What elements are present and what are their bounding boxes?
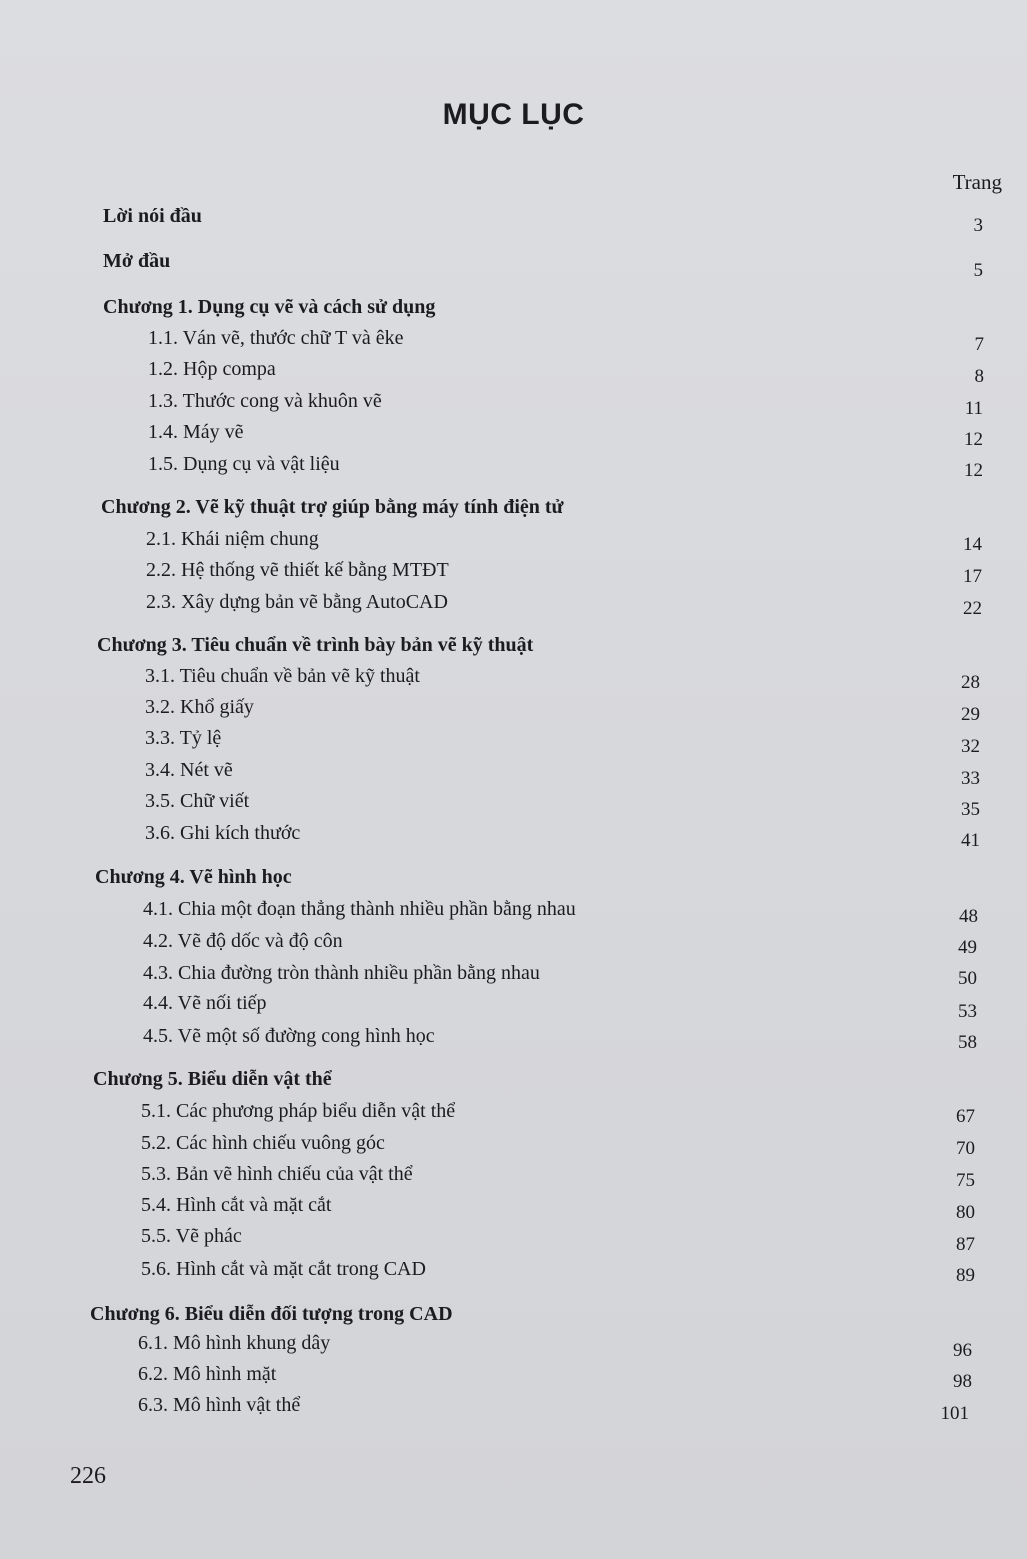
toc-entry-label: 4.5. Vẽ một số đường cong hình học bbox=[143, 1025, 435, 1047]
toc-entry-label: 1.2. Hộp compa bbox=[148, 358, 276, 380]
page-number: 226 bbox=[70, 1463, 106, 1489]
toc-entry-label: 3.6. Ghi kích thước bbox=[145, 822, 301, 844]
toc-entry bbox=[0, 930, 1027, 960]
toc-chapter bbox=[0, 1068, 1027, 1098]
toc-entry-page: 70 bbox=[956, 1138, 975, 1159]
toc-entry-page: 101 bbox=[940, 1403, 969, 1424]
toc-entry-label: 3.1. Tiêu chuẩn về bản vẽ kỹ thuật bbox=[145, 665, 420, 687]
toc-entry-label: 3.2. Khổ giấy bbox=[145, 696, 254, 718]
toc-chapter-label: Chương 6. Biểu diễn đối tượng trong CAD bbox=[90, 1303, 453, 1325]
toc-entry-page: 17 bbox=[963, 566, 982, 587]
toc-entry-label: 3.3. Tỷ lệ bbox=[145, 727, 222, 749]
toc-entry bbox=[0, 421, 1027, 451]
toc-entry bbox=[0, 1100, 1027, 1130]
toc-entry-label: 3.4. Nét vẽ bbox=[145, 759, 233, 781]
toc-entry-page: 33 bbox=[961, 768, 980, 789]
toc-entry-label: 5.4. Hình cắt và mặt cắt bbox=[141, 1194, 332, 1216]
toc-chapter-label: Chương 5. Biểu diễn vật thể bbox=[93, 1068, 332, 1090]
toc-entry-page: 12 bbox=[964, 460, 983, 481]
toc-entry-page: 8 bbox=[974, 366, 984, 387]
toc-entry-page: 75 bbox=[956, 1170, 975, 1191]
toc-entry bbox=[0, 790, 1027, 820]
toc-entry-page: 11 bbox=[964, 398, 983, 419]
toc-entry-page: 32 bbox=[961, 736, 980, 757]
toc-entry-label: 4.1. Chia một đoạn thẳng thành nhiều phần bằng nhau bbox=[143, 898, 576, 920]
toc-entry-page: 67 bbox=[956, 1106, 975, 1127]
toc-entry-label: 5.3. Bản vẽ hình chiếu của vật thể bbox=[141, 1163, 413, 1185]
toc-entry-label: 6.3. Mô hình vật thể bbox=[138, 1394, 301, 1416]
toc-entry-label: 6.1. Mô hình khung dây bbox=[138, 1332, 331, 1354]
toc-entry bbox=[0, 962, 1027, 992]
toc-entry bbox=[0, 1132, 1027, 1162]
toc-entry bbox=[0, 1332, 1027, 1362]
toc-entry-page: 80 bbox=[956, 1202, 975, 1223]
toc-entry-label: 4.4. Vẽ nối tiếp bbox=[143, 992, 267, 1014]
toc-entry-page: 12 bbox=[964, 429, 983, 450]
toc-chapter bbox=[0, 296, 1027, 326]
toc-entry bbox=[0, 992, 1027, 1022]
toc-entry bbox=[0, 559, 1027, 589]
toc-entry-page: 22 bbox=[963, 598, 982, 619]
toc-entry-label: 2.3. Xây dựng bản vẽ bằng AutoCAD bbox=[146, 591, 448, 613]
toc-chapter bbox=[0, 1303, 1027, 1333]
toc-entry bbox=[0, 250, 1027, 280]
toc-entry-label: 1.5. Dụng cụ và vật liệu bbox=[148, 453, 340, 475]
toc-entry-label: 6.2. Mô hình mặt bbox=[138, 1363, 277, 1385]
toc-entry bbox=[0, 727, 1027, 757]
page-title: MỤC LỤC bbox=[442, 98, 585, 131]
toc-chapter-label: Chương 4. Vẽ hình học bbox=[95, 866, 292, 888]
toc-entry-label: 4.3. Chia đường tròn thành nhiều phần bằng nhau bbox=[143, 962, 540, 984]
toc-entry-label: Lời nói đầu bbox=[103, 205, 202, 227]
toc-entry bbox=[0, 1258, 1027, 1288]
toc-entry bbox=[0, 327, 1027, 357]
toc-entry-label: 5.1. Các phương pháp biểu diễn vật thể bbox=[141, 1100, 456, 1122]
toc-entry-page: 14 bbox=[963, 534, 982, 555]
toc-entry-page: 5 bbox=[973, 260, 983, 281]
toc-chapter bbox=[0, 496, 1027, 526]
toc-entry-label: 1.1. Ván vẽ, thước chữ T và êke bbox=[148, 327, 404, 349]
toc-entry-page: 96 bbox=[953, 1340, 972, 1361]
toc-entry-page: 50 bbox=[958, 968, 977, 989]
toc-entry bbox=[0, 453, 1027, 483]
toc-chapter-label: Chương 3. Tiêu chuẩn về trình bày bản vẽ kỹ thuật bbox=[97, 634, 534, 656]
toc-entry-label: 5.5. Vẽ phác bbox=[141, 1225, 242, 1247]
toc-entry bbox=[0, 898, 1027, 928]
toc-entry bbox=[0, 1194, 1027, 1224]
toc-entry-label: Mở đầu bbox=[103, 250, 171, 272]
toc-entry-label: 5.6. Hình cắt và mặt cắt trong CAD bbox=[141, 1258, 426, 1280]
toc-entry-page: 28 bbox=[961, 672, 980, 693]
toc-entry-page: 98 bbox=[953, 1371, 972, 1392]
toc-entry bbox=[0, 759, 1027, 789]
page-column-header: Trang bbox=[952, 170, 1002, 194]
toc-entry-page: 41 bbox=[961, 830, 980, 851]
toc-entry bbox=[0, 528, 1027, 558]
toc-entry bbox=[0, 358, 1027, 388]
toc-entry-label: 1.3. Thước cong và khuôn vẽ bbox=[148, 390, 382, 412]
toc-entry bbox=[0, 390, 1027, 420]
toc-entry-page: 89 bbox=[956, 1265, 975, 1286]
toc-entry-page: 53 bbox=[958, 1001, 977, 1022]
toc-entry-page: 3 bbox=[973, 215, 983, 236]
toc-entry-page: 49 bbox=[958, 937, 977, 958]
toc-entry-label: 5.2. Các hình chiếu vuông góc bbox=[141, 1132, 385, 1154]
toc-entry-page: 7 bbox=[974, 334, 984, 355]
toc-entry-label: 1.4. Máy vẽ bbox=[148, 421, 244, 443]
toc-entry bbox=[0, 665, 1027, 695]
toc-chapter bbox=[0, 634, 1027, 664]
toc-entry-label: 2.1. Khái niệm chung bbox=[146, 528, 319, 550]
toc-chapter-label: Chương 2. Vẽ kỹ thuật trợ giúp bằng máy tính điện tử bbox=[101, 496, 564, 518]
toc-entry-page: 29 bbox=[961, 704, 980, 725]
toc-entry bbox=[0, 1225, 1027, 1255]
toc-entry-page: 87 bbox=[956, 1234, 975, 1255]
toc-entry bbox=[0, 1025, 1027, 1055]
toc-entry-label: 2.2. Hệ thống vẽ thiết kế bằng MTĐT bbox=[146, 559, 449, 581]
toc-chapter bbox=[0, 866, 1027, 896]
toc-entry bbox=[0, 822, 1027, 852]
toc-entry bbox=[0, 1163, 1027, 1193]
toc-chapter-label: Chương 1. Dụng cụ vẽ và cách sử dụng bbox=[103, 296, 436, 318]
toc-entry bbox=[0, 696, 1027, 726]
toc-entry bbox=[0, 205, 1027, 235]
toc-entry-page: 58 bbox=[958, 1032, 977, 1053]
toc-entry-label: 4.2. Vẽ độ dốc và độ côn bbox=[143, 930, 343, 952]
toc-entry-label: 3.5. Chữ viết bbox=[145, 790, 250, 812]
toc-entry-page: 48 bbox=[959, 906, 978, 927]
toc-entry bbox=[0, 1363, 1027, 1393]
toc-entry bbox=[0, 591, 1027, 621]
toc-entry bbox=[0, 1394, 1027, 1424]
toc-entry-page: 35 bbox=[961, 799, 980, 820]
